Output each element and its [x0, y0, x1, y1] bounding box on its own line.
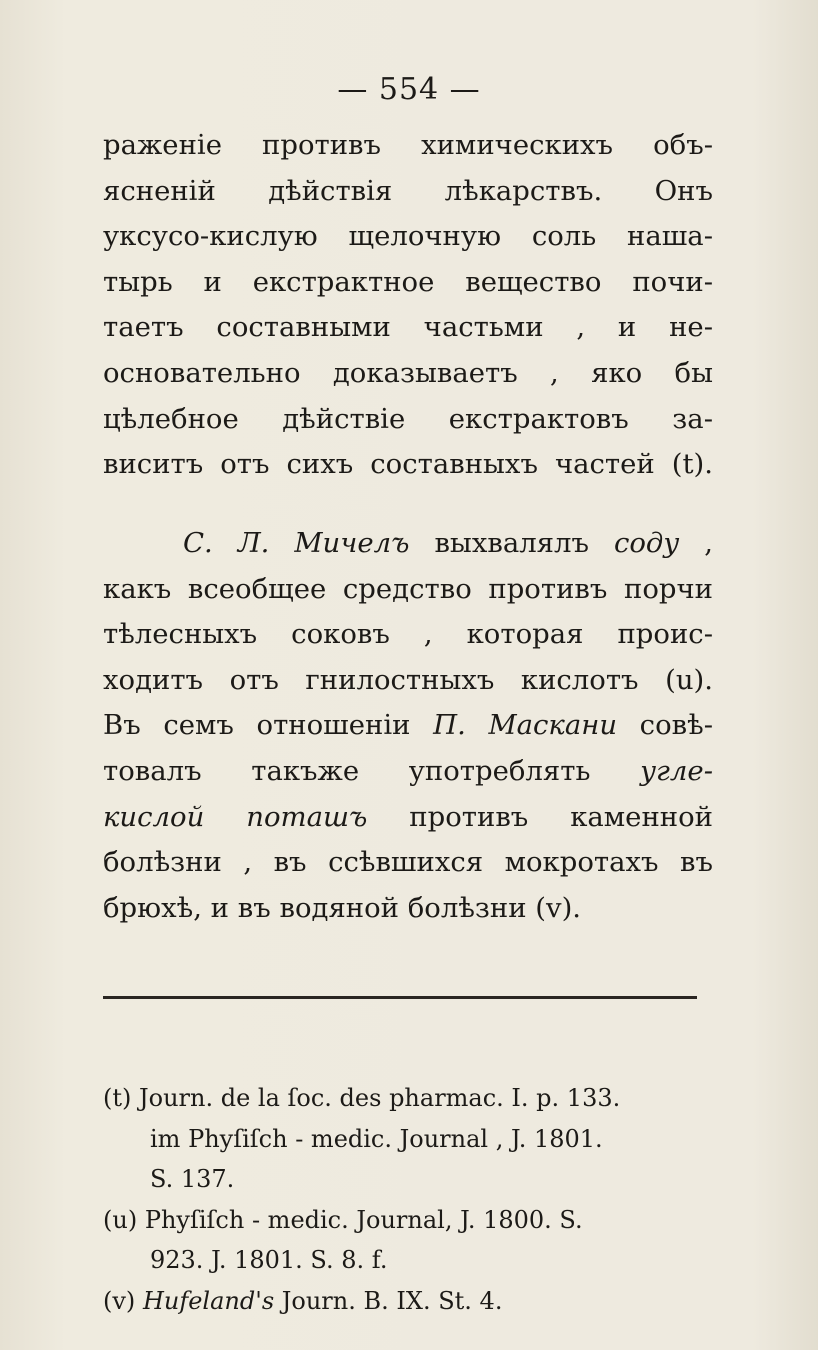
text-span: Journ. B. IX. St. 4.	[281, 1286, 503, 1315]
text-line: какъ всеобщее средство противъ порчи	[103, 572, 713, 605]
footnotes	[103, 1078, 723, 1321]
text-span: товалъ такъже употреблять	[103, 754, 591, 787]
footnote-mark: (v)	[103, 1286, 136, 1315]
author-hufeland: Hufeland's	[142, 1286, 275, 1315]
text-span: противъ каменной	[409, 800, 714, 833]
page-number: — 554 —	[337, 72, 481, 107]
footnote-t: (t) Journ. de la ſoc. des pharmac. I. p. 133.	[103, 1084, 621, 1112]
author-name-mascagni: П. Маскани	[433, 709, 618, 742]
paragraph-1	[103, 123, 713, 488]
text-line	[103, 749, 713, 795]
text-span: ,	[704, 527, 714, 559]
footnote-v	[103, 1281, 723, 1322]
text-line: тырь и екстрактное вещество почи-	[103, 265, 713, 298]
text-line: брюхѣ, и въ водяной болѣзни (v).	[103, 891, 582, 924]
text-span: совѣ-	[639, 709, 713, 742]
text-line: тѣлесныхъ соковъ , которая проис-	[103, 618, 713, 651]
term-soda: соду	[613, 527, 680, 559]
text-line	[103, 521, 713, 567]
text-line: основательно доказываетъ , яко бы	[103, 356, 713, 389]
text-line	[103, 703, 713, 749]
text-line: уксусо-кислую щелочную соль наша-	[103, 220, 713, 253]
footnote-divider	[103, 996, 697, 999]
text-line: раженіе противъ химическихъ объ-	[103, 129, 713, 161]
term-potash: кислой поташъ	[103, 800, 368, 833]
text-span: Въ семъ отношеніи	[103, 709, 411, 742]
term-carbonate: угле-	[640, 754, 713, 787]
text-line: болѣзни , въ ссѣвшихся мокротахъ въ	[103, 846, 713, 879]
paragraph-2	[103, 521, 713, 931]
author-name-michel: С. Л. Мичелъ	[183, 527, 410, 559]
footnote-u-cont: 923. J. 1801. S. 8. f.	[150, 1246, 388, 1274]
text-line	[103, 795, 713, 841]
text-span: выхвалялъ	[434, 527, 589, 559]
footnote-t-cont: S. 137.	[150, 1165, 235, 1193]
text-line: ходитъ отъ гнилостныхъ кислотъ (u).	[103, 663, 713, 696]
text-line: таетъ составными частьми , и не-	[103, 311, 713, 344]
text-line: виситъ отъ сихъ составныхъ частей (t).	[103, 448, 713, 481]
text-line: ясненій дѣйствія лѣкарствъ. Онъ	[103, 174, 713, 207]
footnote-t-cont: im Phyſiſch - medic. Journal , J. 1801.	[150, 1124, 603, 1153]
text-line: цѣлебное дѣйствіе екстрактовъ за-	[103, 402, 713, 435]
footnote-u: (u) Phyſiſch - medic. Journal, J. 1800. S.	[103, 1205, 583, 1234]
